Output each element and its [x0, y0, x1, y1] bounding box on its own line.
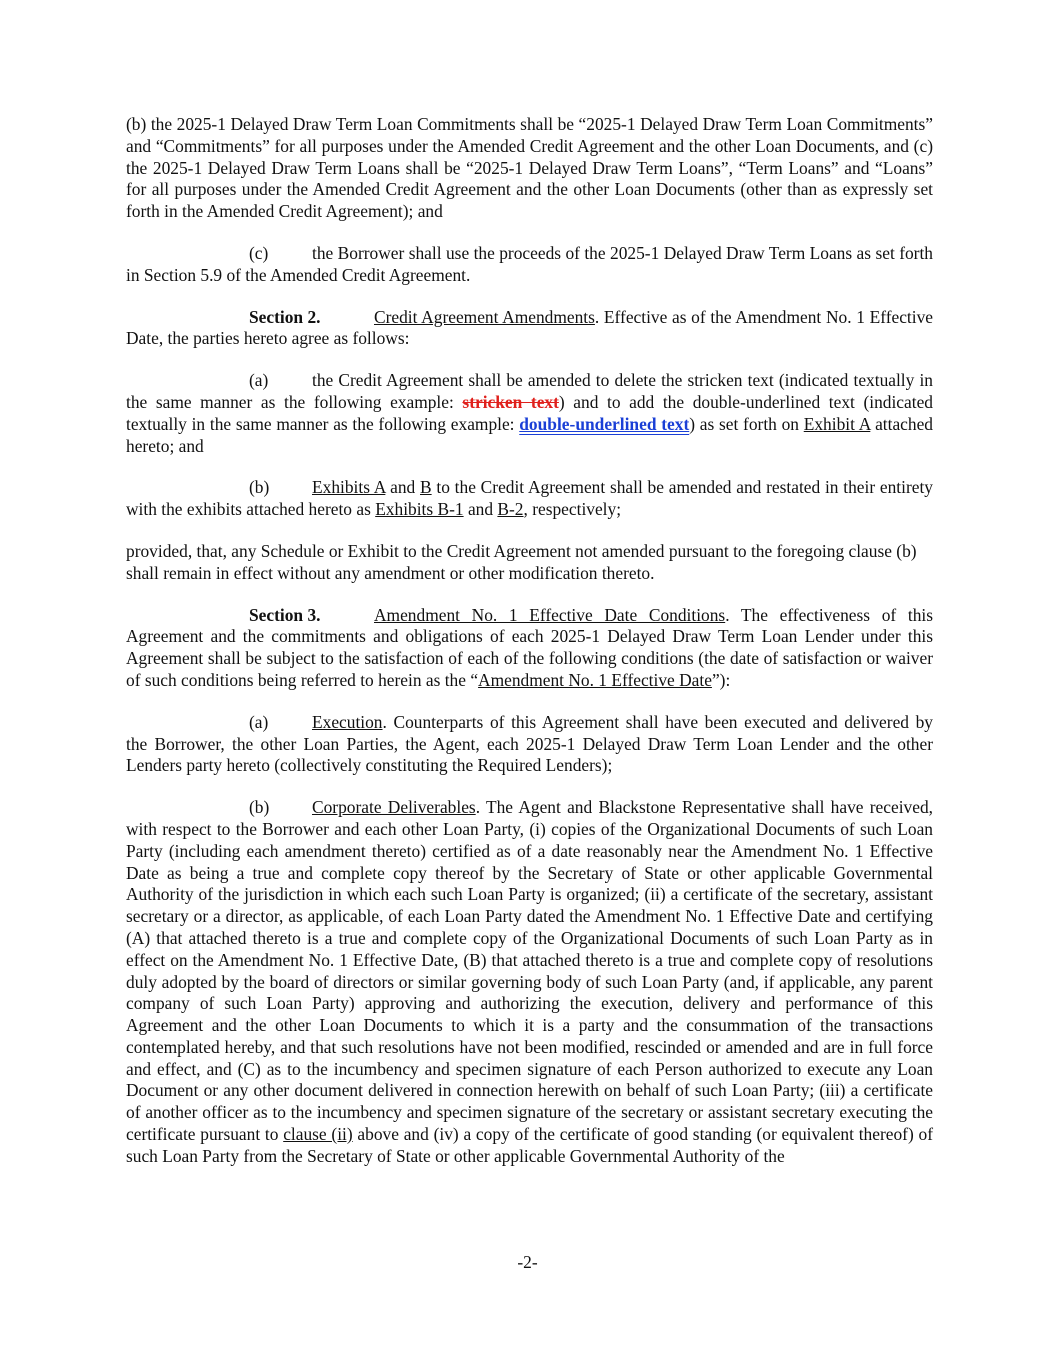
item-heading: Corporate Deliverables [312, 797, 476, 818]
item-text: the Borrower shall use the proceeds of the 2025-1 Delayed Draw Term Loans as set forth in Section 5.9 of the Amended Credit Agreement. [126, 242, 933, 285]
section-3 [126, 605, 933, 692]
item-text: to the Credit Agreement shall be amended and restated in their entirety with the exhibits attached hereto as [126, 477, 933, 520]
stricken-text-example: stricken text [462, 391, 559, 412]
item-label: (a) [249, 370, 269, 391]
item-text: and [385, 477, 421, 498]
exhibit-a-reference: Exhibit A [803, 413, 871, 434]
section-heading: Credit Agreement Amendments [374, 306, 595, 327]
defined-term: Amendment No. 1 Effective Date [478, 669, 712, 690]
double-underlined-text-example: double-underlined text [519, 413, 690, 434]
paragraph-item-3b [126, 797, 933, 1168]
section-2 [126, 307, 933, 351]
proviso-paragraph [126, 541, 933, 585]
item-label: (c) [249, 242, 269, 263]
paragraph-item-2b [126, 477, 933, 521]
section-text: . The effectiveness of this Agreement and the commitments and obligations of each 2025-1 Delayed Draw Term Loan Lender under this Agreement shall be subject to the satisfaction of each of the following conditions (the date of satisfaction or waiver of such conditions being referred to herein as the “ [126, 604, 933, 690]
item-text: and [463, 499, 498, 520]
paragraph-continuation [126, 114, 933, 223]
paragraph-item-3a [126, 712, 933, 777]
item-text: ) as set forth on [689, 413, 804, 434]
item-text: attached hereto; and [126, 413, 933, 456]
section-number: Section 3. [249, 604, 321, 625]
item-text: . The Agent and Blackstone Representative shall have received, with respect to the Borrower and each other Loan Party, (i) copies of the Organizational Documents of such Loan Party (including each amendment thereto) certified as of a date reasonably near the Amendment No. 1 Effective Date as being a true and complete copy thereof by the Secretary of State or other applicable Governmental Authority of the jurisdiction in which each such Loan Party is organized; (ii) a certificate of the secretary, assistant secretary or a director, as applicable, of each Loan Party dated the Amendment No. 1 Effective Date and certifying (A) that attached thereto is a true and complete copy of the Organizational Documents of such Loan Party as in effect on the Amendment No. 1 Effective Date, (B) that attached thereto is a true and complete copy of resolutions duly adopted by the board of directors or similar governing body of such Loan Party (and, if applicable, any parent company of such Loan Party) approving and authorizing the execution, delivery and performance of this Agreement and the other Loan Documents to which it is a party and the consummation of the transactions contemplated hereby, and that such resolutions have not been modified, rescinded or amended and are in full force and effect, and (C) as to the incumbency and specimen signature of each Person authorized to execute any Loan Document or any other document delivered in connection herewith on behalf of such Loan Party; (iii) a certificate of another officer as to the incumbency and specimen signature of the secretary or assistant secretary executing the certificate pursuant to [126, 797, 933, 1145]
item-text: above and (iv) a copy of the certificate of good standing (or equivalent thereof) of such Loan Party from the Secretary of State or other applicable Governmental Authority of the [126, 1124, 933, 1166]
section-text: ”): [711, 669, 731, 690]
document-page [126, 114, 933, 1168]
item-heading: Execution [312, 711, 383, 732]
item-text: the Credit Agreement shall be amended to delete the stricken text (indicated textually in the same manner as the following example: [126, 370, 933, 412]
section-text: . Effective as of the Amendment No. 1 Effective Date, the parties hereto agree as follows: [126, 306, 933, 349]
paragraph-item-2a [126, 370, 933, 457]
item-text: . Counterparts of this Agreement shall have been executed and delivered by the Borrower, the other Loan Parties, the Agent, each 2025-1 Delayed Draw Term Loan Lender and the other Lenders party hereto (collectively constituting the Required Lenders); [126, 711, 933, 776]
item-label: (a) [249, 711, 269, 732]
exhibit-b-reference: B [420, 477, 432, 498]
exhibits-b1-reference: Exhibits B-1 [375, 499, 464, 520]
proviso-text: provided, that, any Schedule or Exhibit to the Credit Agreement not amended pursuant to the foregoing clause (b) shall remain in effect without any amendment or other modification thereto. [126, 540, 917, 583]
page-number: -2- [517, 1252, 538, 1272]
paragraph-text: (b) the 2025-1 Delayed Draw Term Loan Commitments shall be “2025-1 Delayed Draw Term Loan Commitments” and “Commitments” for all purposes under the Amended Credit Agreement and the other Loan Documents, and (c) the 2025-1 Delayed Draw Term Loans shall be “2025-1 Delayed Draw Term Loans”, “Term Loans” and “Loans” for all purposes under the Amended Credit Agreement and the other Loan Documents (other than as expressly set forth in the Amended Credit Agreement); and [126, 114, 933, 222]
item-label: (b) [249, 797, 270, 818]
section-number: Section 2. [249, 306, 321, 327]
section-heading: Amendment No. 1 Effective Date Conditions [374, 604, 726, 625]
exhibits-a-reference: Exhibits A [312, 477, 386, 498]
item-label: (b) [249, 477, 270, 498]
item-text: ) and to add the double-underlined text (indicated textually in the same manner as the following example: [126, 391, 933, 434]
exhibit-b2-reference: B-2 [497, 499, 524, 520]
clause-reference: clause (ii) [283, 1124, 353, 1145]
paragraph-item-c [126, 243, 933, 287]
item-text: , respectively; [523, 499, 622, 520]
